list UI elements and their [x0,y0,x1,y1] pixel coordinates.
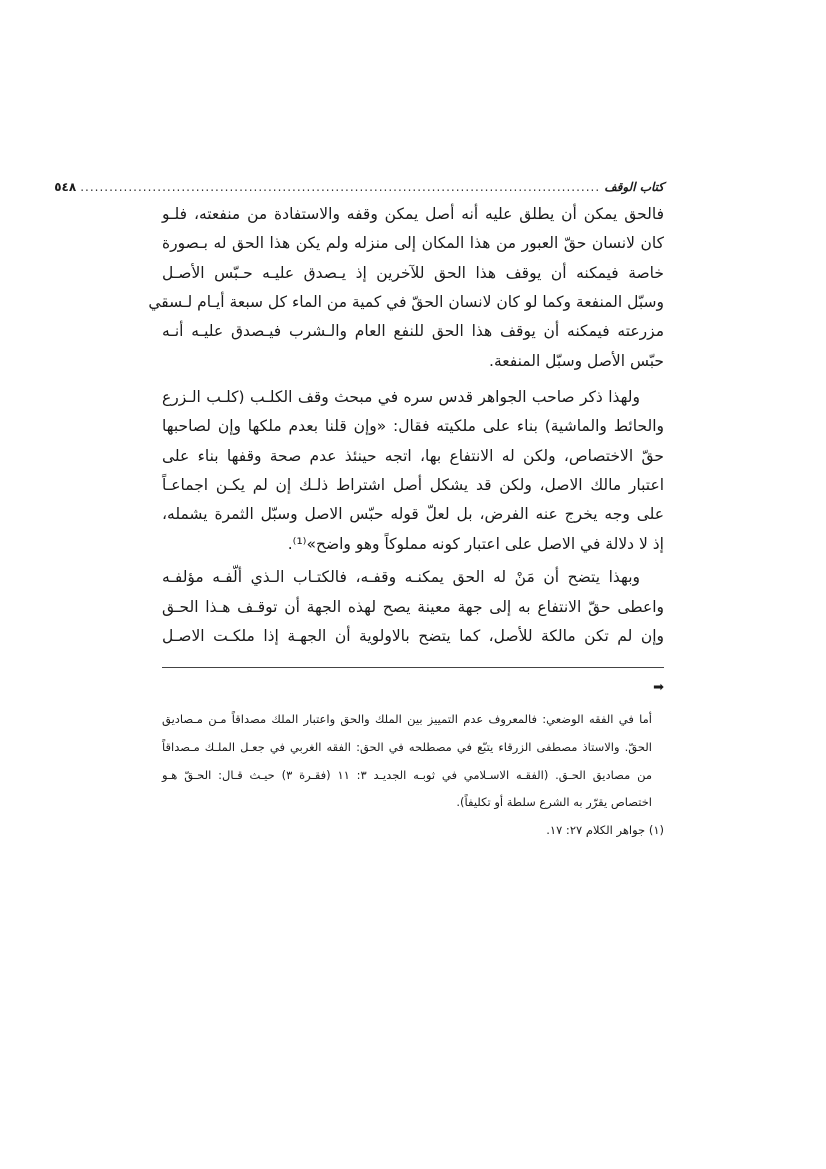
footnote-line: من مصاديق الحـق. (الفقـه الاسـلامي في ثوبـه الجديـد ٣: ١١ (فقـرة ٣) حيـث قـال: الحـقّ هـو [162,768,652,782]
body-line: اعتبار مالك الاصل، ولكن قد يشكل أصل اشتراط ذلـك إن لم يكـن اجماعـاً [162,476,664,494]
footnote-line: الحقّ. والاستاذ مصطفى الزرقاء يتبّع في مصطلحه في الحق: الفقه الغربي في جعـل الملـك مـصداقاً [162,740,652,754]
book-title: كتاب الوقف [604,180,664,194]
body-line: إذ لا دلالة في الاصل على اعتبار كونه مملوكاً وهو واضح»⁽¹⁾. [287,535,664,553]
page-number: ٥٤٨ [54,180,77,194]
body-line: مزرعته فيمكنه أن يوقف هذا الحق للنفع العام والـشرب فيـصدق عليـه أنـه [162,322,664,340]
footnote-line: اختصاص يقرّر به الشرع سلطة أو تكليفاً). [456,795,652,809]
body-line: واعطى حقّ الانتفاع به إلى جهة معينة يصح لهذه الجهة أن توقـف هـذا الحـق [162,598,664,616]
body-line: وإن لم تكن مالكة للأصل، كما يتضح بالاولوية أن الجهـة إذا ملكـت الاصـل [162,627,664,645]
footnote-separator [162,667,664,668]
dot-leader: ............................................................................................................ [80,180,601,194]
footnote-line: أما في الفقه الوضعي: فالمعروف عدم التمييز بين الملك والحق واعتبار الملك مصداقاً مـن مـصاديق [162,712,652,726]
body-line: والحائط والماشية) بناء على ملكيته فقال: «وإن قلنا بعدم ملكها وإن لصاحبها [162,417,664,435]
running-header [54,176,664,198]
document-page [54,0,664,1169]
body-line: وبهذا يتضح أن مَنْ له الحق يمكنـه وقفـه، فالكتـاب الـذي ألّفـه مؤلفـه [162,568,640,586]
continuation-arrow-icon: ➡ [653,680,664,695]
body-line: حبّس الأصل وسبّل المنفعة. [489,352,664,370]
body-line: على وجه يخرج عنه الفرض، بل لعلّ قوله حبّس الاصل وسبّل الثمرة يشمله، [162,505,664,523]
body-line: وسبّل المنفعة وكما لو كان لانسان الحقّ في كمية من الماء كل سبعة أيـام لـسقي [148,293,664,311]
body-line: خاصة فيمكنه أن يوقف هذا الحق للآخرين إذ يـصدق عليـه حـبّس الأصـل [162,264,664,282]
body-line: فالحق يمكن أن يطلق عليه أنه أصل يمكن وقفه والاستفادة من منفعته، فلـو [162,205,664,223]
body-line: ولهذا ذكر صاحب الجواهر قدس سره في مبحث وقف الكلـب (كلـب الـزرع [162,388,640,406]
body-line: كان لانسان حقّ العبور من هذا المكان إلى منزله ولم يكن هذا الحق له بـصورة [162,234,664,252]
footnote-1: (١) جواهر الكلام ٢٧: ١٧. [546,823,664,837]
body-line: حقّ الاختصاص، ولكن له الانتفاع بها، اتجه حينئذ عدم صحة وقفها بناء على [162,447,664,465]
